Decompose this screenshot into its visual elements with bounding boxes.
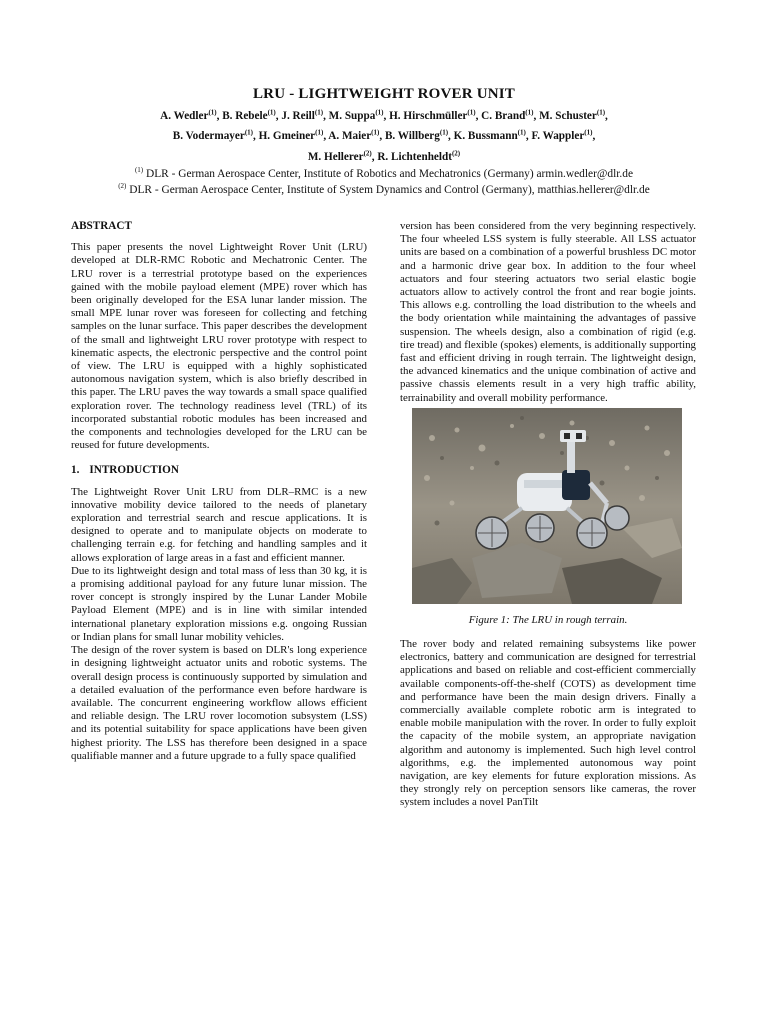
author-separator: , xyxy=(379,130,385,143)
affiliation-mark: (1) xyxy=(134,166,144,174)
author-separator: , xyxy=(605,109,608,122)
section-number: 1. xyxy=(71,464,80,477)
affiliation-text: DLR - German Aerospace Center, Institute of System Dynamics and Control (Germany), matthias.hellerer@dlr.de xyxy=(126,183,650,196)
author-separator: , xyxy=(253,130,259,143)
intro-paragraph-after-figure: The rover body and related remaining subsystems like power electronics, battery and communication are designed for terrestrial applications and based on reliable and cost-efficient commercially available components-off-the-shelf (COTS) as development time and performance have been the main design drivers. Finally a commercially available complete robotic arm is integrated to enable mobile manipulation with the rover. In order to fully exploit the capacity of the mobile system, an appropriate navigation algorithm and autonomy is implemented. Such high level control algorithms, e.g. the implemented autonomous way point navigation, are key elements for future exploration missions. As they strongly rely on perception sensors like cameras, the rover system includes a novel PanTilt xyxy=(400,638,696,809)
author-affiliation-mark: (1) xyxy=(315,128,324,137)
author-affiliation-mark: (1) xyxy=(584,128,593,137)
author-affiliation-mark: (1) xyxy=(517,128,526,137)
author-affiliation-mark: (1) xyxy=(267,108,276,116)
author-affiliation-mark: (1) xyxy=(371,128,380,137)
affiliation-text: DLR - German Aerospace Center, Institute of Robotics and Mechatronics (Germany) armin.wedler@dlr.de xyxy=(143,167,634,180)
intro-paragraph: Due to its lightweight design and total mass of less than 30 kg, it is a promising additional payload for any future lunar mission. The rover concept is strongly inspired by the Lunar Lander Mobile Payload Element (MPE) and is in line with similar intended international planetary exploration missions e.g. ongoing Russian or Indian plans for small lunar mobility vehicles. xyxy=(71,564,367,643)
author-separator: , xyxy=(383,109,390,122)
author-name: J. Reill xyxy=(281,109,315,122)
author-separator: , xyxy=(475,109,482,122)
rover-photo xyxy=(412,408,682,604)
left-column xyxy=(71,220,367,763)
author-affiliation-mark: (1) xyxy=(525,108,534,116)
author-affiliation-mark: (1) xyxy=(314,108,324,116)
author-list xyxy=(60,104,708,166)
section-title: INTRODUCTION xyxy=(89,464,179,477)
author-name: B. Vodermayer xyxy=(172,130,245,143)
paper-title: LRU - LIGHTWEIGHT ROVER UNIT xyxy=(252,86,516,102)
author-affiliation-mark: (2) xyxy=(451,149,461,158)
author-separator: , xyxy=(525,130,532,143)
right-column xyxy=(400,220,696,810)
figure-caption: Figure 1: The LRU in rough terrain. xyxy=(468,613,628,626)
author-name: A. Maier xyxy=(328,130,372,143)
author-line xyxy=(173,130,596,142)
author-name: H. Hirschmüller xyxy=(389,109,468,122)
author-separator: , xyxy=(448,130,454,143)
intro-paragraph: The Lightweight Rover Unit LRU from DLR–RMC is a new innovative mobility device tailored to the needs of planetary exploration and terrestrial search and rescue applications. It is designed to operate and to manipulate objects on moderate to challenging terrain e.g. for fetching and handling samples and it allows exploration of large areas in a fast and efficient manner. xyxy=(71,485,367,564)
author-name: C. Brand xyxy=(481,109,526,122)
author-name: A. Wedler xyxy=(160,109,209,122)
author-affiliation-mark: (1) xyxy=(596,108,606,116)
author-separator: , xyxy=(533,109,540,122)
author-name: F. Wappler xyxy=(531,130,585,143)
author-name: M. Schuster xyxy=(539,109,597,122)
author-separator: , xyxy=(592,130,596,143)
author-name: R. Lichtenheldt xyxy=(377,151,452,164)
abstract-text: This paper presents the novel Lightweight Rover Unit (LRU) developed at DLR-RMC Robotic and Mechatronic Center. The LRU rover is a terrestrial prototype based on the experiences gained with the mobile payload element (MPE) rover which has been originally developed for the ESA lunar lander mission. The small MPE lunar rover was foreseen for collecting and fetching samples on the lunar surface. This paper describes the development of the small and lightweight LRU rover prototype with respect to kinematic aspects, the electronic perspective and the control point of view. The LRU is equipped with a highly sophisticated autonomous navigation system, which is also briefly described in this paper. The LRU paves the way towards a small space qualified exploration rover. The technology readiness level (TRL) of its incorporated substantial robotic modules has been increased and the components and technologies developed for the LRU can be reused for future developments. xyxy=(71,241,367,452)
author-separator: , xyxy=(216,109,223,122)
author-line xyxy=(160,110,608,122)
author-affiliation-mark: (1) xyxy=(375,108,384,116)
intro-continuation: version has been considered from the very beginning respectively. The four wheeled LSS system is fully steerable. All LSS actuator units are based on a combination of a powerful brushless DC motor and a harmonic drive gear box. In addition to the four wheel actuators and four steering actuators two serial elastic bogie actuators allow to actively control the front and rear bogie joints. This allows e.g. controlling the load distribution to the wheels and the body orientation while maintaining the advantages of passive suspension. The wheels design, also a combination of rigid (e.g. tire tread) and flexible (spokes) elements, is additionally supporting fast and efficient driving in rough terrain. The lightweight design, the advanced kinematics and the unique combination of active and passive chassis elements result in a very high traffic ability, terrainability and overall mobility performance. xyxy=(400,220,696,404)
author-name: M. Suppa xyxy=(328,109,376,122)
introduction-heading xyxy=(71,464,367,477)
author-affiliation-mark: (1) xyxy=(467,108,476,116)
author-affiliation-mark: (2) xyxy=(363,149,372,158)
author-affiliation-mark: (1) xyxy=(244,128,253,137)
abstract-heading: ABSTRACT xyxy=(71,220,132,232)
author-name: H. Gmeiner xyxy=(258,130,316,143)
intro-paragraph: The design of the rover system is based on DLR's long experience in designing lightweight actuator units and robotic systems. The overall design process is continuously supported by simulation and a detailed evaluation of the performance even before hardware is available. The concurrent engineering workflow allows efficient and reliable design. The LRU rover locomotion subsystem (LSS) and its potential suitability for space applications have been given highest priority. The LSS has therefore been designed in a space qualifiable manner and a future upgrade to a fully space qualified xyxy=(71,644,367,762)
author-name: K. Bussmann xyxy=(453,130,518,143)
author-name: M. Hellerer xyxy=(307,151,364,164)
author-separator: , xyxy=(323,109,329,122)
author-name: B. Rebele xyxy=(222,109,268,122)
author-name: B. Willberg xyxy=(384,130,440,143)
author-separator: , xyxy=(323,130,329,143)
author-separator: , xyxy=(275,109,282,122)
author-affiliation-mark: (1) xyxy=(439,128,449,137)
affiliation-2 xyxy=(40,178,728,198)
affiliation-mark: (2) xyxy=(118,182,127,190)
author-separator: , xyxy=(371,151,378,164)
author-affiliation-mark: (1) xyxy=(208,108,217,116)
